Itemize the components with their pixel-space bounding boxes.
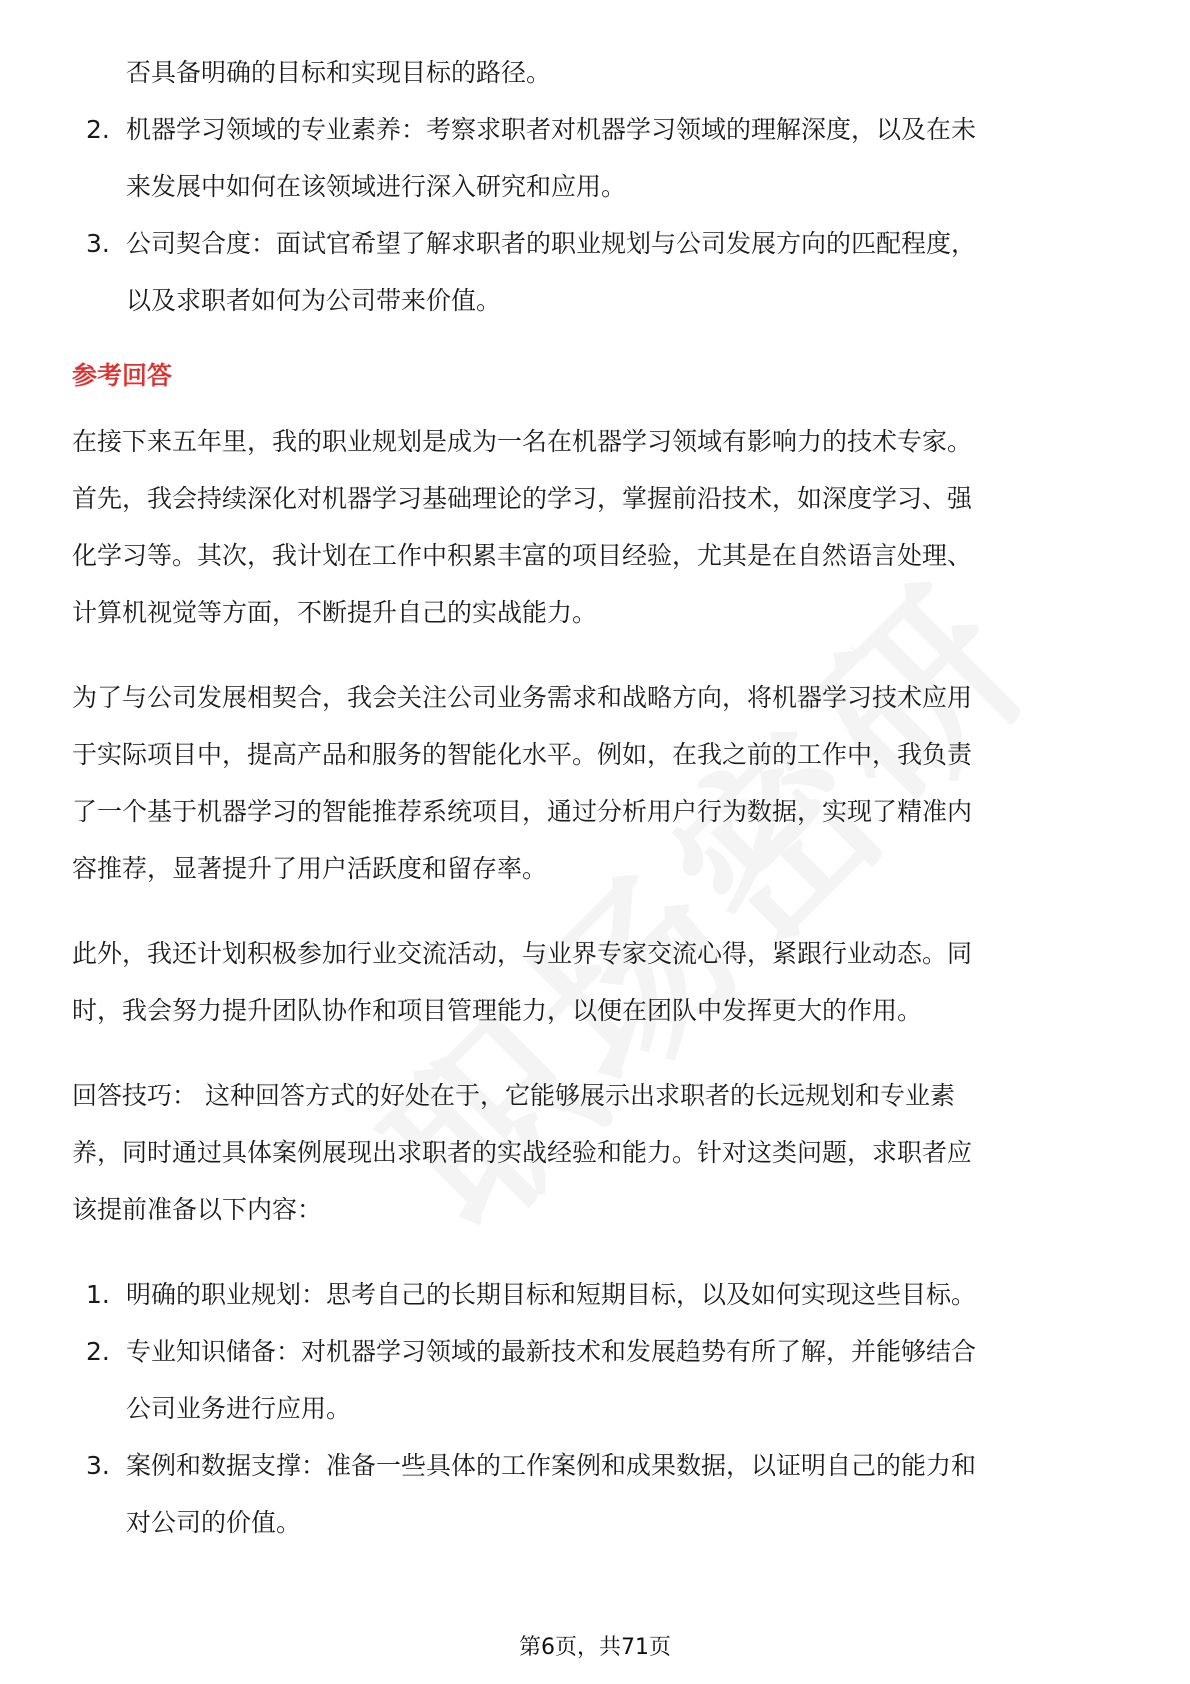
paragraph-line: 了一个基于机器学习的智能推荐系统项目，通过分析用户行为数据，实现了精准内 (72, 797, 973, 826)
paragraph-line: 计算机视觉等方面，不断提升自己的实战能力。 (72, 598, 598, 627)
paragraph-line: 为了与公司发展相契合，我会关注公司业务需求和战略方向，将机器学习技术应用 (72, 683, 973, 712)
preparation-list (72, 1266, 1122, 1551)
list-item-text: 公司契合度：面试官希望了解求职者的职业规划与公司发展方向的匹配程度， (126, 229, 977, 258)
list-item-continuation (72, 44, 1122, 101)
paragraph-line: 该提前准备以下内容： (72, 1195, 323, 1224)
paragraph-line: 养，同时通过具体案例展现出求职者的实战经验和能力。针对这类问题，求职者应 (72, 1138, 973, 1167)
paragraph-line: 在接下来五年里，我的职业规划是成为一名在机器学习领域有影响力的技术专家。 (72, 427, 973, 456)
paragraph (72, 925, 1122, 1039)
paragraph (72, 669, 1122, 897)
page-content (72, 44, 1122, 1551)
list-item-text: 否具备明确的目标和实现目标的路径。 (126, 58, 552, 87)
paragraph-line: 容推荐，显著提升了用户活跃度和留存率。 (72, 854, 548, 883)
list-number: 1. (86, 1280, 110, 1309)
paragraph (72, 1067, 1122, 1238)
list-number: 3. (86, 229, 110, 258)
list-item-text-cont: 公司业务进行应用。 (126, 1394, 352, 1423)
list-item-text: 案例和数据支撑：准备一些具体的工作案例和成果数据，以证明自己的能力和 (126, 1451, 977, 1480)
paragraph-line: 化学习等。其次，我计划在工作中积累丰富的项目经验，尤其是在自然语言处理、 (72, 541, 973, 570)
list-item (72, 1266, 1122, 1323)
paragraph (72, 413, 1122, 641)
list-item-text-cont: 以及求职者如何为公司带来价值。 (126, 286, 502, 315)
list-item (72, 1437, 1122, 1551)
list-number: 2. (86, 1337, 110, 1366)
paragraph-line: 首先，我会持续深化对机器学习基础理论的学习，掌握前沿技术，如深度学习、强 (72, 484, 973, 513)
paragraph-line: 时，我会努力提升团队协作和项目管理能力，以便在团队中发挥更大的作用。 (72, 996, 923, 1025)
list-item (72, 215, 1122, 329)
list-item-text: 明确的职业规划：思考自己的长期目标和短期目标，以及如何实现这些目标。 (126, 1280, 977, 1309)
list-item-text: 机器学习领域的专业素养：考察求职者对机器学习领域的理解深度，以及在未 (126, 115, 977, 144)
paragraph-line: 回答技巧： 这种回答方式的好处在于，它能够展示出求职者的长远规划和专业素 (72, 1081, 955, 1110)
question-intent-list (72, 101, 1122, 329)
list-item-text-cont: 来发展中如何在该领域进行深入研究和应用。 (126, 172, 627, 201)
list-number: 3. (86, 1451, 110, 1480)
paragraph-line: 于实际项目中，提高产品和服务的智能化水平。例如，在我之前的工作中，我负责 (72, 740, 973, 769)
list-item-text-cont: 对公司的价值。 (126, 1508, 302, 1537)
paragraph-line: 此外，我还计划积极参加行业交流活动，与业界专家交流心得，紧跟行业动态。同 (72, 939, 973, 968)
page-footer: 第6页，共71页 (519, 1635, 671, 1660)
list-item (72, 101, 1122, 215)
list-item (72, 1323, 1122, 1437)
section-heading: 参考回答 (72, 361, 173, 390)
list-item-text: 专业知识储备：对机器学习领域的最新技术和发展趋势有所了解，并能够结合 (126, 1337, 977, 1366)
list-number: 2. (86, 115, 110, 144)
